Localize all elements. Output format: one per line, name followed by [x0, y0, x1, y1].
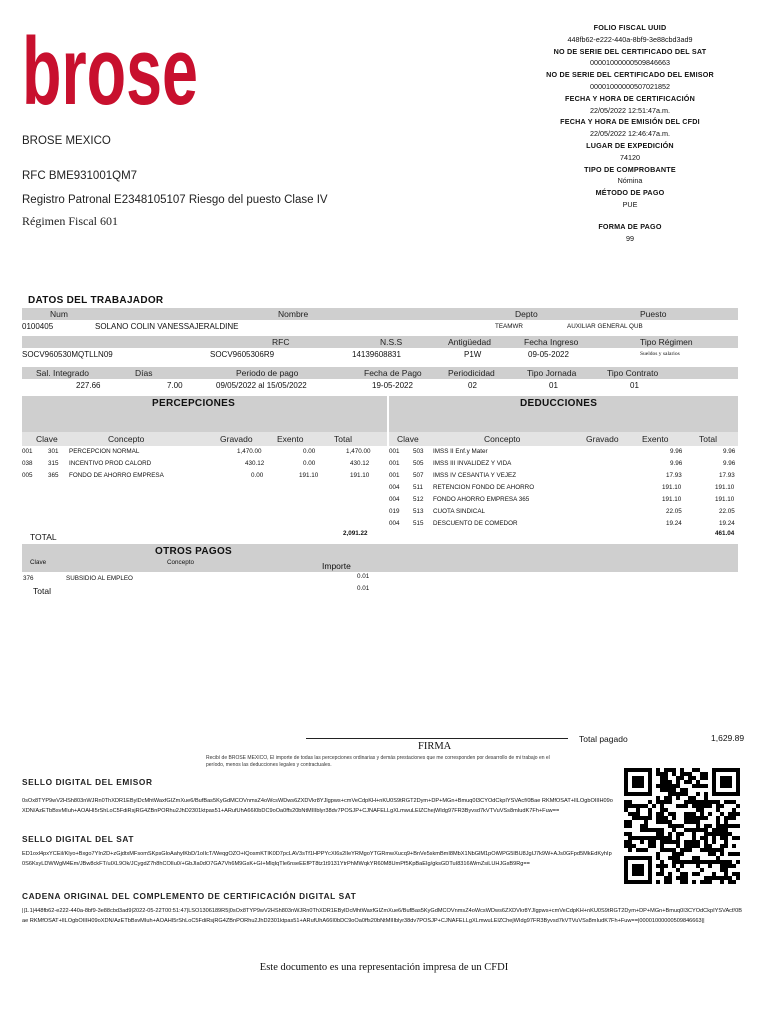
cell: 191.10 — [662, 496, 682, 503]
fiscal-value: 00001000000507021852 — [590, 81, 670, 91]
fiscal-value: Nómina — [617, 176, 643, 186]
fiscal-value: 99 — [626, 233, 634, 243]
cell: 9.96 — [670, 448, 683, 455]
perc-hdr: Gravado — [220, 434, 253, 444]
ded-hdr: Total — [699, 434, 717, 444]
cell: 515 — [413, 520, 424, 527]
perc-col-header-bg — [22, 432, 387, 446]
hdr-fecha-pago: Fecha de Pago — [364, 368, 422, 378]
otros-title: OTROS PAGOS — [155, 546, 233, 557]
ded-hdr: Exento — [642, 434, 669, 444]
fiscal-label: TIPO DE COMPROBANTE — [584, 164, 676, 174]
perc-hdr: Concepto — [108, 434, 145, 444]
fiscal-label: MÉTODO DE PAGO — [595, 188, 665, 198]
perc-total: 2,091.22 — [343, 530, 368, 537]
perc-total-label: TOTAL — [30, 532, 57, 542]
cell: CUOTA SINDICAL — [433, 508, 486, 515]
worker-nombre: SOLANO COLIN VANESSAJERALDINE — [95, 322, 239, 331]
otros-total: 0.01 — [357, 585, 370, 592]
fiscal-label: LUGAR DE EXPEDICIÓN — [586, 140, 674, 150]
otros-hdr-concepto: Concepto — [167, 559, 194, 566]
worker-header-row-1 — [22, 308, 738, 320]
cell: 191.10 — [715, 496, 735, 503]
cadena-label: CADENA ORIGINAL DEL COMPLEMENTO DE CERTIFICACIÓN DIGITAL SAT — [22, 891, 357, 901]
worker-section-title: DATOS DEL TRABAJADOR — [28, 295, 164, 306]
worker-tipo-contrato: 01 — [630, 381, 639, 390]
firma-line — [306, 738, 568, 739]
company-regimen: Régimen Fiscal 601 — [22, 214, 118, 228]
svg-text:brose: brose — [22, 18, 198, 125]
total-pagado-label: Total pagado — [579, 734, 628, 744]
hdr-sal: Sal. Integrado — [36, 368, 89, 378]
worker-tipo-jornada: 01 — [549, 381, 558, 390]
cell: 430.12 — [245, 460, 265, 467]
company-registro: Registro Patronal E2348105107 Riesgo del puesto Clase IV — [22, 194, 328, 206]
cell: 191.10 — [715, 484, 735, 491]
cell: 9.96 — [723, 448, 736, 455]
hdr-tipo-jornada: Tipo Jornada — [527, 368, 577, 378]
cell: RETENCION FONDO DE AHORRO — [433, 484, 535, 491]
perc-hdr: Exento — [277, 434, 304, 444]
worker-fecha-pago: 19-05-2022 — [372, 381, 413, 390]
fiscal-label: FECHA Y HORA DE EMISIÓN DEL CFDI — [560, 117, 700, 127]
fiscal-label: NO DE SERIE DEL CERTIFICADO DEL SAT — [553, 46, 707, 56]
footer-note: Este documento es una representación impresa de un CFDI — [259, 962, 509, 973]
cell: IMSS IV CESANTIA Y VEJEZ — [433, 472, 517, 479]
fiscal-value: PUE — [622, 199, 638, 209]
cell: 17.93 — [666, 472, 682, 479]
cell: 365 — [48, 472, 59, 479]
sello-sat-label: SELLO DIGITAL DEL SAT — [22, 834, 135, 844]
cell: 513 — [413, 508, 424, 515]
hdr-puesto: Puesto — [640, 309, 667, 319]
cell: INCENTIVO PROD CALORD — [69, 460, 152, 467]
worker-depto: TEAMWR — [495, 323, 523, 330]
sello-sat: ED1oxl4pxYCEil/Klyo+Bxgo7YIn2D+zGjdtxMFsomSKpsGloAahyIKbD/1oIIcT/WeqgOZO+IQosmKTIK0D7pcLAV3sTf1HPPYcXI6s2lIeYRMgoYTGRmwXucq9+BnVe5skmBmI8MbX1NbGlM1pOiWPG5IBU8JgIJ7k9W+AJs0GFpd5MkEdKyhIp0S6KsyLDWWgM4Em/JBw8ckFT/uIXL9Ok/JCygdZ7h8hCOlIu0/+GbJIa0dO7GA7Vh6M9GsK+GI+MlqIqTle6nseEEfPT8tz1t9131YtrPhMWqkYR60M8UmPf5KpBaEIg/gksGDTuI8316iWmZsiLUHJGsB9Rg== — [22, 851, 612, 867]
ded-hdr: Clave — [397, 434, 419, 444]
cell: 004 — [389, 520, 400, 527]
worker-curp: SOCV960530MQTLLN09 — [22, 350, 113, 359]
cell: 315 — [48, 460, 59, 467]
fiscal-column — [520, 22, 740, 244]
hdr-tipo-regimen: Tipo Régimen — [640, 337, 693, 347]
fiscal-value: 74120 — [620, 152, 640, 162]
hdr-depto: Depto — [515, 309, 538, 319]
cell: 19.24 — [666, 520, 682, 527]
cell: 004 — [389, 484, 400, 491]
cell: 038 — [22, 460, 33, 467]
percepciones-title: PERCEPCIONES — [152, 398, 236, 409]
cell: 9.96 — [670, 460, 683, 467]
cell: 512 — [413, 496, 424, 503]
cell: 1,470.00 — [237, 448, 262, 455]
hdr-nss: N.S.S — [380, 337, 403, 347]
cell: 001 — [389, 460, 400, 467]
cell: 507 — [413, 472, 424, 479]
cell: 9.96 — [723, 460, 736, 467]
hdr-nombre: Nombre — [278, 309, 309, 319]
otros-importe: 0.01 — [357, 573, 370, 580]
fiscal-value: 22/05/2022 12:46:47a.m. — [590, 129, 670, 139]
sello-emisor-label: SELLO DIGITAL DEL EMISOR — [22, 777, 153, 787]
hdr-dias: Días — [135, 368, 153, 378]
cell: 1,470.00 — [346, 448, 371, 455]
cell: 019 — [389, 508, 400, 515]
cell: 17.93 — [719, 472, 735, 479]
worker-dias: 7.00 — [167, 381, 183, 390]
worker-puesto: AUXILIAR GENERAL QUB — [567, 323, 643, 330]
cell: 005 — [22, 472, 33, 479]
cell: 0.00 — [303, 448, 316, 455]
otros-concepto: SUBSIDIO AL EMPLEO — [66, 575, 133, 582]
firma-label: FIRMA — [418, 741, 452, 752]
cell: 19.24 — [719, 520, 735, 527]
worker-periodo: 09/05/2022 al 15/05/2022 — [216, 381, 307, 390]
cell: 0.00 — [251, 472, 264, 479]
cell: 22.05 — [666, 508, 682, 515]
worker-fecha-ingreso: 09-05-2022 — [528, 350, 569, 359]
fiscal-value: 22/05/2022 12:51:47a.m. — [590, 105, 670, 115]
fiscal-label: FORMA DE PAGO — [598, 221, 662, 231]
worker-sal: 227.66 — [76, 381, 101, 390]
cell: FONDO DE AHORRO EMPRESA — [69, 472, 164, 479]
hdr-rfc: RFC — [272, 337, 290, 347]
cell: IMSS III INVALIDEZ Y VIDA — [433, 460, 512, 467]
hdr-periodo: Periodo de pago — [236, 368, 299, 378]
hdr-antiguedad: Antigüedad — [448, 337, 492, 347]
fiscal-value: 448fb62-e222-440a-8bf9-3e88cbd3ad9 — [567, 34, 693, 44]
cell: 001 — [389, 472, 400, 479]
deducciones-title: DEDUCCIONES — [520, 398, 598, 409]
brose-logo — [22, 18, 200, 125]
ded-total: 461.04 — [715, 530, 735, 537]
sello-emisor: 0sOx8TYP9wV2HSh803nWJRn0ThXDR1EBylDcMhtWaxfGIZmXue6/BufBas5KyGdMCOVnmsZ4oWcsWDws6ZXDVkr8YJlgpws+cmVeCdpKH+nKU0S9tRGT2Dym+DP+MGn+Bmuq0I3CYOdCkpIYSVAcf/0Bae RKMfOSAT+lILOgbOIIIH09oXDN/AzETbBsvMIuh+AOAHI5rShLoC5FdiRsjRG4ZBnPORhu2JhD2301ktpas51+ARufUhA66I0bDC9oOa0ffs20bNtMIIIblyr38dv7POSJP+CJNAFELLgXLmwuLElZChejWIdg97FR3Byvsd7kVTVuVSs8mIudK7Fh+Fuw== — [22, 798, 613, 814]
ded-hdr: Gravado — [586, 434, 619, 444]
firma-text: Recibí de BROSE MEXICO, El importe de todas las percepciones ordinarias y demás prestaciones que me corresponden por desarrollo de mi trabajo en el período, menos las deducciones legales y contractuales. — [206, 755, 550, 768]
qr-code-icon — [624, 768, 740, 884]
perc-body — [22, 446, 387, 528]
hdr-tipo-contrato: Tipo Contrato — [607, 368, 659, 378]
ded-hdr: Concepto — [484, 434, 521, 444]
cell: 001 — [22, 448, 33, 455]
cell: FONDO AHORRO EMPRESA 365 — [433, 496, 530, 503]
otros-hdr-clave: Clave — [30, 559, 47, 566]
otros-clave: 376 — [23, 575, 34, 582]
cell: DESCUENTO DE COMEDOR — [433, 520, 518, 527]
cell: 505 — [413, 460, 424, 467]
worker-nss: 14139608831 — [352, 350, 401, 359]
fiscal-label: FOLIO FISCAL UUID — [593, 23, 667, 32]
worker-antiguedad: P1W — [464, 350, 482, 359]
otros-total-label: Total — [33, 586, 51, 596]
cell: 191.10 — [350, 472, 370, 479]
cell: 503 — [413, 448, 424, 455]
worker-rfc: SOCV9605306R9 — [210, 350, 275, 359]
cell: 511 — [413, 484, 424, 491]
worker-tipo-regimen: Sueldos y salarios — [640, 351, 680, 357]
worker-num: 0100405 — [22, 322, 54, 331]
hdr-periodicidad: Periodicidad — [448, 368, 495, 378]
cell: 191.10 — [299, 472, 319, 479]
cell: 0.00 — [303, 460, 316, 467]
cell: 191.10 — [662, 484, 682, 491]
company-name: BROSE MEXICO — [22, 135, 111, 147]
fiscal-label: FECHA Y HORA DE CERTIFICACIÓN — [565, 93, 695, 103]
cell: 001 — [389, 448, 400, 455]
cell: 301 — [48, 448, 59, 455]
cell: 22.05 — [719, 508, 735, 515]
cell: IMSS II Enf.y Mater — [433, 448, 488, 455]
cell: 430.12 — [350, 460, 370, 467]
cadena-original: ||1.1|448fb62-e222-440a-8bf9-3e88cbd3ad9|2022-05-22T00:51:47|LSO1306189R5|0sOx8TYP9wV2HSh803nWJRn0ThXDR1EBylDcMhtWaxfGIZmXue6/BufBas5KyGdMCOVnmsZ4oWcsWDws6ZXDVkr8YJlgpws+cmVeCdpKH+nKU0S9tRGT2Dym+DP+MGn+Bmuq0I3CYOdCkpIYSVAcf/0Bae RKMfOSAT+lILOgbOIIIH09oXDN/AzETbBsvMIuh+AOAHI5rShLoC5FdiRsjRG4ZBnPORhu2JhD2301ktpas51+ARufUhA66I0bDC9oOa0ffs20bNtMIIIblyr38dv7POSJP+CJNAFELLgXLmwuLElZChejWIdg97FR3Byvsd7kVTVuVSs8mIudK7Fh+Fuw==|00001000000509846663|| — [22, 908, 742, 924]
hdr-fecha-ingreso: Fecha Ingreso — [524, 337, 579, 347]
fiscal-label: NO DE SERIE DEL CERTIFICADO DEL EMISOR — [546, 70, 714, 80]
otros-header — [22, 544, 738, 572]
otros-hdr-importe: Importe — [322, 561, 351, 571]
total-pagado: 1,629.89 — [711, 733, 745, 743]
hdr-num: Num — [50, 309, 68, 319]
fiscal-value: 00001000000509846663 — [590, 58, 670, 68]
cell: 004 — [389, 496, 400, 503]
worker-periodicidad: 02 — [468, 381, 477, 390]
company-rfc: RFC BME931001QM7 — [22, 170, 138, 182]
cell: PERCEPCION NORMAL — [69, 448, 140, 455]
perc-hdr: Clave — [36, 434, 58, 444]
perc-hdr: Total — [334, 434, 352, 444]
